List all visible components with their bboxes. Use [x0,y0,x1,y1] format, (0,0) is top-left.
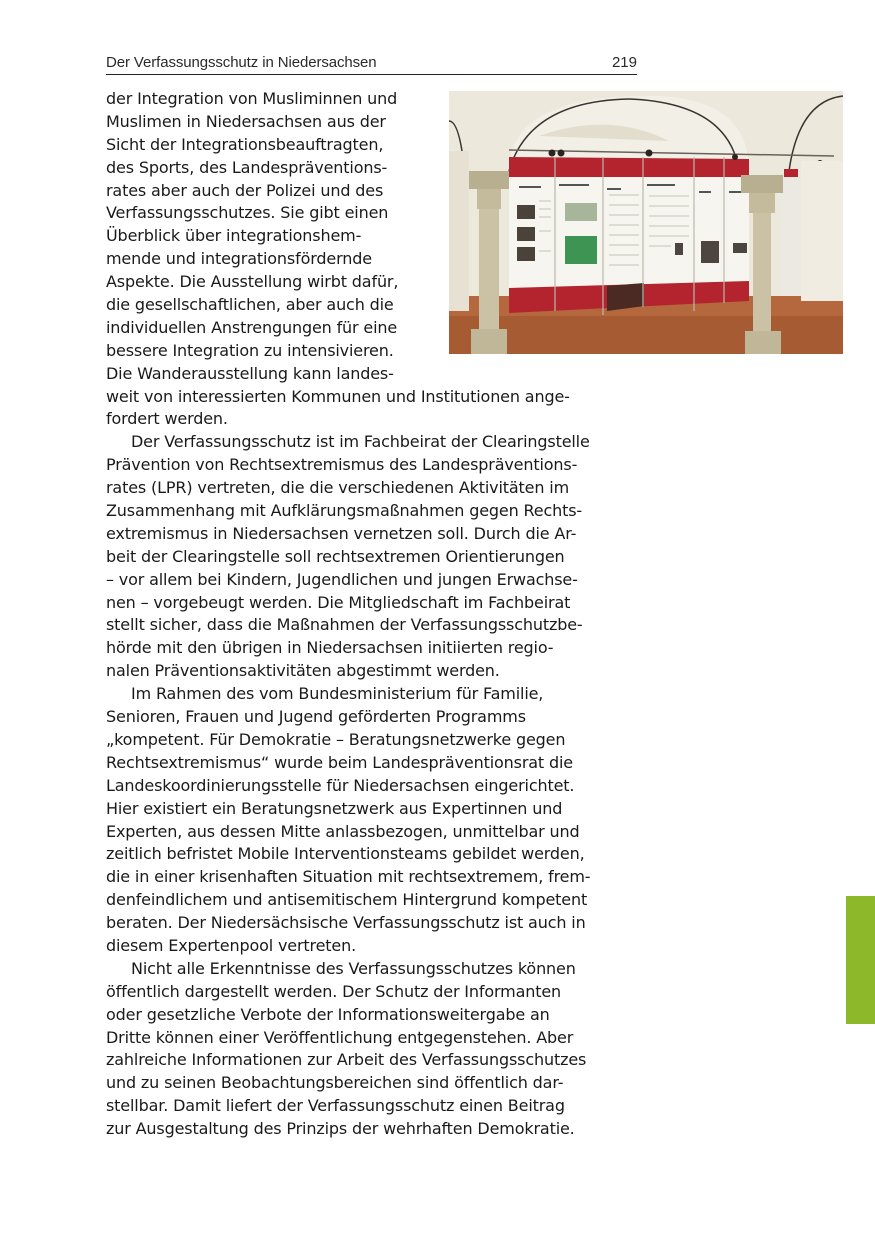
text-line: extremismus in Niedersachsen vernetzen soll. Durch die Ar- [106,523,577,543]
text-line: des Sports, des Landespräventions- [106,157,388,177]
page-number: 219 [611,54,637,71]
text-line: „kompetent. Für Demokratie – Beratungsnetzwerke gegen [106,729,566,749]
text-line: – vor allem bei Kindern, Jugendlichen und jungen Erwachse- [106,569,578,589]
text-line: nen – vorgebeugt werden. Die Mitgliedschaft im Fachbeirat [106,592,571,612]
text-line: diesem Expertenpool vertreten. [106,935,357,955]
text-line: beraten. Der Niedersächsische Verfassungsschutz ist auch in [106,913,586,933]
running-header [106,52,637,75]
text-line: Senioren, Frauen und Jugend geförderten Programms [106,707,526,727]
body-text [106,88,646,1141]
text-line: Landeskoordinierungsstelle für Niedersachsen eingerichtet. [106,775,575,795]
text-line: Die Wanderausstellung kann landes- [106,363,394,383]
text-line: Muslimen in Niedersachsen aus der [106,111,386,131]
text-line: oder gesetzliche Verbote der Informationsweitergabe an [106,1004,550,1024]
text-line: zeitlich befristet Mobile Interventionsteams gebildet werden, [106,844,585,864]
text-line: Hier existiert ein Beratungsnetzwerk aus Expertinnen und [106,798,563,818]
running-title: Der Verfassungsschutz in Niedersachsen [106,54,377,71]
text-line: Rechtsextremismus“ wurde beim Landespräventionsrat die [106,752,573,772]
text-line: Dritte können einer Veröffentlichung entgegenstehen. Aber [106,1027,574,1047]
text-line: Zusammenhang mit Aufklärungsmaßnahmen gegen Rechts- [106,501,583,521]
text-line: mende und integrationsfördernde [106,249,372,269]
text-line: Experten, aus dessen Mitte anlassbezogen, unmittelbar und [106,821,580,841]
text-line: stellbar. Damit liefert der Verfassungsschutz einen Beitrag [106,1096,565,1116]
text-line: individuellen Anstrengungen für eine [106,317,398,337]
text-line: Verfassungsschutzes. Sie gibt einen [106,203,389,223]
text-line: Prävention von Rechtsextremismus des Landespräventions- [106,455,578,475]
text-line: und zu seinen Beobachtungsbereichen sind öffentlich dar- [106,1073,564,1093]
text-line: Aspekte. Die Ausstellung wirbt dafür, [106,272,399,292]
text-line: stellt sicher, dass die Maßnahmen der Verfassungsschutzbe- [106,615,583,635]
chapter-thumb-tab [846,896,875,1024]
text-line: bessere Integration zu intensivieren. [106,340,394,360]
text-line: die gesellschaftlichen, aber auch die [106,295,394,315]
text-line: die in einer krisenhaften Situation mit rechtsextremem, frem- [106,867,591,887]
paragraph-start-line: Nicht alle Erkenntnisse des Verfassungsschutzes können [131,958,576,978]
paragraph-start-line: Der Verfassungsschutz ist im Fachbeirat der Clearingstelle [131,432,590,452]
text-line: zur Ausgestaltung des Prinzips der wehrhaften Demokratie. [106,1119,575,1139]
text-line: rates aber auch der Polizei und des [106,180,384,200]
text-line: der Integration von Musliminnen und [106,89,398,108]
text-line: beit der Clearingstelle soll rechtsextremen Orientierungen [106,546,565,566]
text-line: denfeindlichem und antisemitischem Hintergrund kompetent [106,890,588,910]
text-line: nalen Präventionsaktivitäten abgestimmt werden. [106,661,500,681]
paragraph-start-line: Im Rahmen des vom Bundesministerium für Familie, [131,684,544,704]
text-line: rates (LPR) vertreten, die die verschiedenen Aktivitäten im [106,478,570,498]
text-line: hörde mit den übrigen in Niedersachsen initiierten regio- [106,638,554,658]
text-line: zahlreiche Informationen zur Arbeit des Verfassungsschutzes [106,1050,587,1070]
text-line: Überblick über integrationshem- [106,226,362,246]
text-line: weit von interessierten Kommunen und Institutionen ange- [106,386,570,406]
text-line: fordert werden. [106,409,228,429]
text-line: Sicht der Integrationsbeauftragten, [106,134,384,154]
text-line: öffentlich dargestellt werden. Der Schutz der Informanten [106,981,562,1001]
